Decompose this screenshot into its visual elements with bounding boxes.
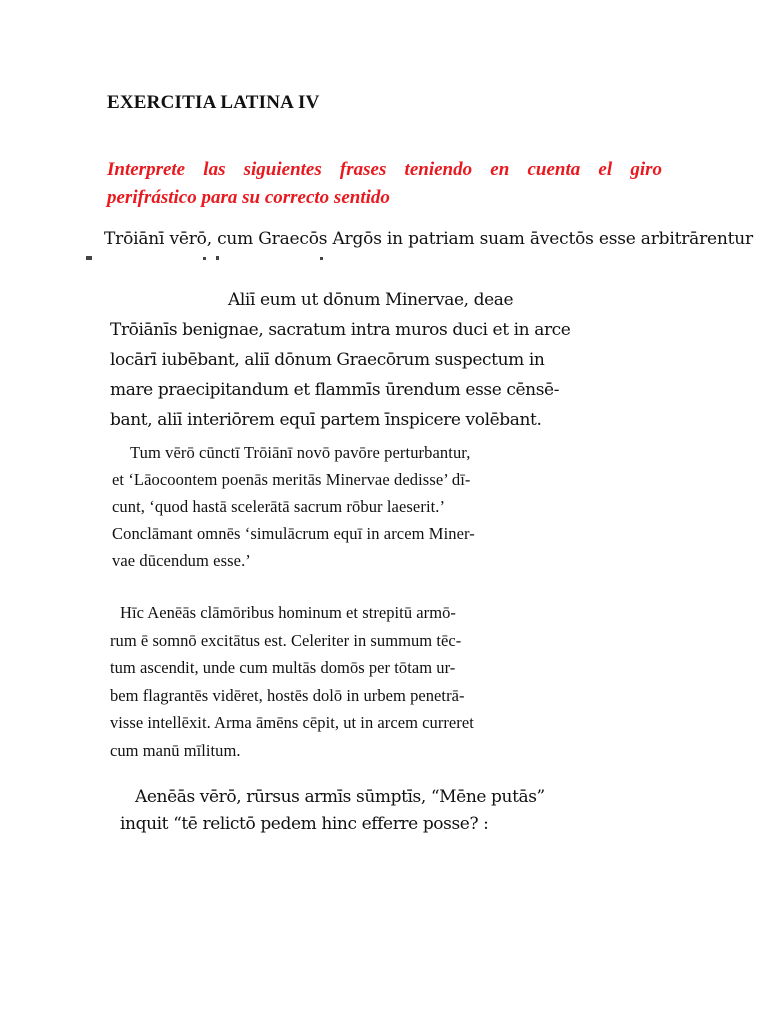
paragraph-line: bant, aliī interiōrem equī partem īnspicere volēbant.: [110, 410, 542, 430]
paragraph-4: [120, 784, 545, 838]
paragraph-line: Conclāmant omnēs ‘simulācrum equī in arcem Miner-: [112, 524, 475, 543]
paragraph-line: tum ascendit, unde cum multās domōs per tōtam ur-: [110, 658, 456, 678]
paragraph-line: et ‘Lāocoontem poenās meritās Minervae dedisse’ dī-: [112, 470, 471, 489]
document-title: EXERCITIA LATINA IV: [107, 92, 320, 113]
paragraph-line: Aliī eum ut dōnum Minervae, deae: [228, 290, 514, 310]
paragraph-line: inquit “tē relictō pedem hinc efferre posse? :: [120, 814, 489, 834]
paragraph-line: cum manū mīlitum.: [110, 740, 241, 760]
paragraph-line: rum ē somnō excitātus est. Celeriter in summum tēc-: [110, 630, 462, 650]
cutoff-mark: [86, 256, 92, 260]
instruction-line-2: perifrástico para su correcto sentido: [107, 187, 390, 208]
paragraph-1: [110, 285, 570, 435]
instruction-line-1: Interprete las siguientes frases teniendo en cuenta el giro: [107, 159, 662, 180]
paragraph-line: Aenēās vērō, rūrsus armīs sūmptīs, “Mēne putās”: [135, 787, 545, 807]
cutoff-mark: [203, 257, 206, 260]
paragraph-line: mare praecipitandum et flammīs ūrendum esse cēnsē-: [110, 380, 560, 400]
paragraph-line: locārī iubēbant, aliī dōnum Graecōrum suspectum in: [110, 350, 545, 370]
paragraph-line: Tum vērō cūnctī Trōiānī novō pavōre perturbantur,: [130, 443, 471, 462]
paragraph-line: cunt, ‘quod hastā scelerātā sacrum rōbur laeserit.’: [112, 497, 446, 516]
sentence-troiani: Trōiānī vērō, cum Graecōs Argōs in patriam suam āvectōs esse arbitrārentur: [104, 229, 753, 249]
paragraph-line: bem flagrantēs vidēret, hostēs dolō in urbem penetrā-: [110, 685, 465, 705]
paragraph-line: Trōiānīs benignae, sacratum intra muros duci et in arce: [110, 320, 571, 340]
paragraph-2: [112, 439, 475, 574]
paragraph-line: vae dūcendum esse.’: [112, 551, 251, 570]
cutoff-mark: [320, 257, 323, 260]
cutoff-mark: [216, 256, 219, 260]
paragraph-3: [110, 599, 474, 765]
paragraph-line: Hīc Aenēās clāmōribus hominum et strepitū armō-: [120, 603, 456, 622]
paragraph-line: visse intellēxit. Arma āmēns cēpit, ut in arcem curreret: [110, 713, 474, 733]
